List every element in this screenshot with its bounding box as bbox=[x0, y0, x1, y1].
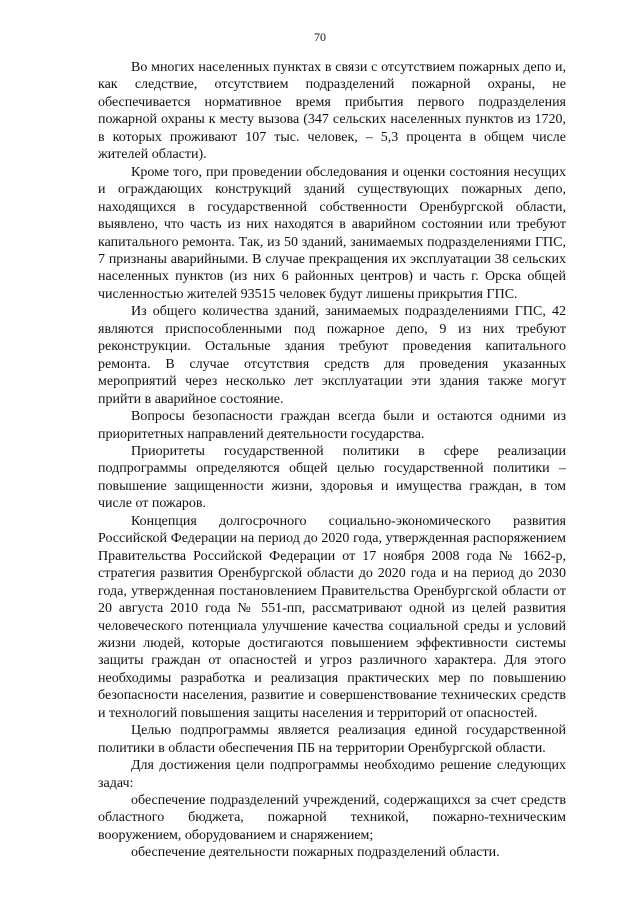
page-number: 70 bbox=[314, 30, 326, 44]
paragraph-adapted-buildings: Из общего количества зданий, занимаемых подразделениями ГПС, 42 являются приспособленными под пожарное депо, 9 из них требуют реконструкции. Остальные здания требуют проведения капитального ремонта. В случае отсутствия средств для проведения указанных мероприятий через несколько лет эксплуатации эти здания также могут прийти в аварийное состояние. bbox=[98, 304, 566, 407]
body-text bbox=[98, 59, 566, 862]
paragraph-building-inspection: Кроме того, при проведении обследования и оценки состояния несущих и ограждающих конструкций зданий существующих пожарных депо, находящихся в государственной собственности Оренбургской области, выявлено, что часть из них находятся в аварийном состоянии или требуют капитального ремонта. Так, из 50 зданий, занимаемых подразделениями ГПС, 7 признаны аварийными. В случае прекращения их эксплуатации 38 сельских населенных пунктов (из них 6 районных центров) и часть г. Орска общей численностью жителей 93515 человек будут лишены прикрытия ГПС. bbox=[98, 164, 566, 302]
paragraph-policy-priorities: Приоритеты государственной политики в сфере реализации подпрограммы определяются общей целью государственной политики – повышение защищенности жизни, здоровья и имущества граждан, в том числе от пожаров. bbox=[98, 443, 566, 512]
paragraph-subprogram-goal: Целью подпрограммы является реализация единой государственной политики в области обеспечения ПБ на территории Оренбургской области. bbox=[98, 723, 566, 756]
paragraph-safety-priority: Вопросы безопасности граждан всегда были и остаются одними из приоритетных направлений деятельности государства. bbox=[98, 409, 566, 442]
paragraph-development-concept: Концепция долгосрочного социально-экономического развития Российской Федерации на период до 2020 года, утвержденная распоряжением Правительства Российской Федерации от 17 ноября 2008 года № 1662-р, стратегия развития Оренбургской области до 2020 года и на период до 2030 года, утвержденная постановлением Правительства Оренбургской области от 20 августа 2010 года № 551-пп, рассматривают одной из целей развития человеческого потенциала улучшение качества социальной среды и условий жизни людей, которые достигаются повышением эффективности системы защиты граждан от опасностей и угроз различного характера. Для этого необходимы разработка и реализация практических мер по повышению безопасности населения, развитие и совершенствование технических средств и технологий повышения защиты населения и территорий от опасностей. bbox=[98, 513, 566, 721]
paragraph-no-fire-depots: Во многих населенных пунктах в связи с отсутствием пожарных депо и, как следствие, отсутствием подразделений пожарной охраны, не обеспечивается нормативное время прибытия первого подразделения пожарной охраны к месту вызова (347 сельских населенных пунктов из 1720, в которых проживают 107 тыс. человек, – 5,3 процента в общем числе жителей области). bbox=[98, 60, 566, 163]
paragraph-task-equipment: обеспечение подразделений учреждений, содержащихся за счет средств областного бюджета, пожарной техникой, пожарно-техническим вооружением, оборудованием и снаряжением; bbox=[98, 793, 566, 843]
paragraph-task-operations: обеспечение деятельности пожарных подразделений области. bbox=[131, 845, 500, 861]
paragraph-tasks-intro: Для достижения цели подпрограммы необходимо решение следующих задач: bbox=[98, 758, 566, 791]
